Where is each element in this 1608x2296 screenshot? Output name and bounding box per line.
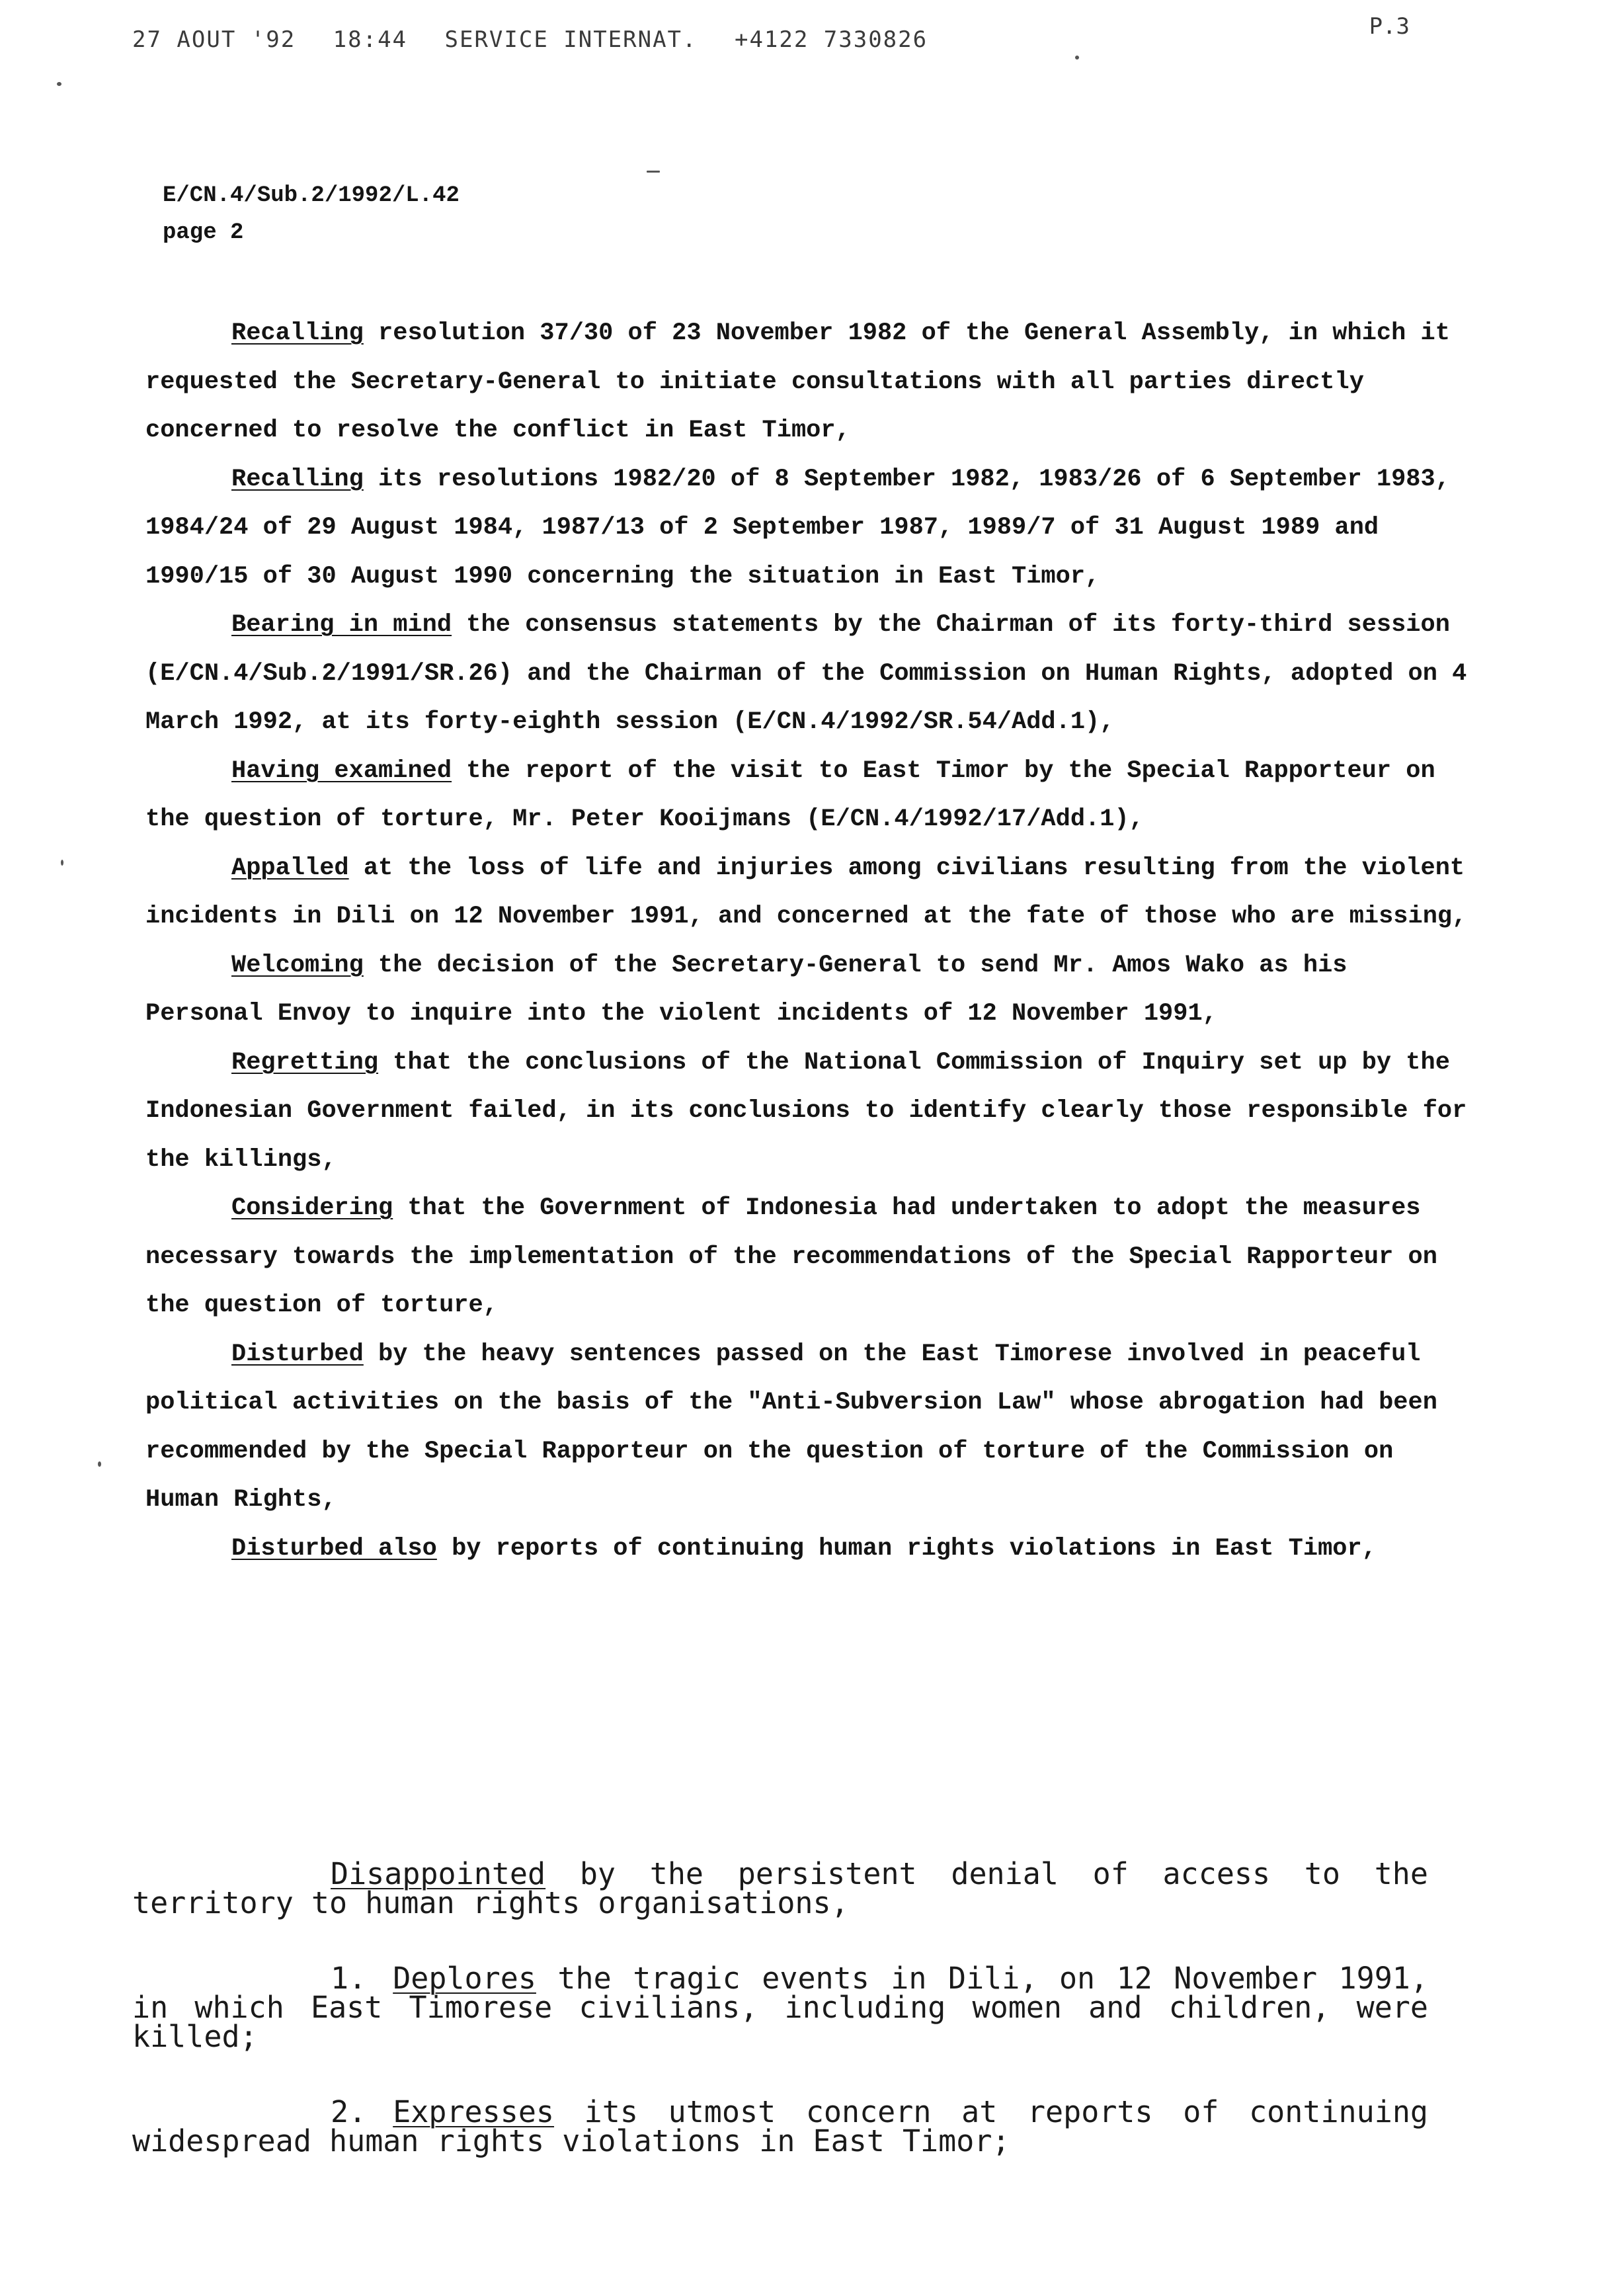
paragraph-number: 2.	[331, 2094, 367, 2129]
operative-paragraph	[132, 1961, 1428, 2054]
scan-speck	[1075, 56, 1079, 60]
preamble-paragraph	[145, 747, 1468, 844]
preamble-lead: Considering	[231, 1194, 393, 1222]
amendment-text: by the persistent denial of access to the territory to human rights organisations,	[132, 1856, 1428, 1920]
preamble-paragraph	[145, 1331, 1468, 1525]
preamble-paragraph	[145, 844, 1468, 942]
preamble-text: by reports of continuing human rights violations in East Timor,	[436, 1534, 1377, 1563]
preamble-lead: Bearing in mind	[231, 611, 452, 639]
preamble-lead: Disturbed	[231, 1340, 364, 1368]
fax-page-number: P.3	[1369, 13, 1410, 40]
scan-speck	[647, 171, 660, 173]
operative-lead: Deplores	[393, 1961, 536, 1996]
preamble-text: its resolutions 1982/20 of 8 September 1982, 1983/26 of 6 September 1983, 1984/24 of 29 August 1984, 1987/13 of 2 September 1987, 1989/7 of 31 August 1989 and 1990/15 of 30 August 1990 concerning the situation in East Timor,	[145, 465, 1450, 591]
preamble-section	[145, 309, 1468, 1573]
preamble-text: at the loss of life and injuries among civilians resulting from the violent incidents in Dili on 12 November 1991, and concerned at the fate of those who are missing,	[145, 854, 1467, 930]
fax-transmission-header	[132, 26, 950, 53]
preamble-lead: Recalling	[231, 319, 364, 347]
preamble-text: the report of the visit to East Timor by the Special Rapporteur on the question of torture, Mr. Peter Kooijmans (E/CN.4/1992/17/Add.1),	[145, 757, 1435, 833]
preamble-lead: Regretting	[231, 1048, 379, 1077]
preamble-paragraph	[145, 456, 1468, 602]
preamble-paragraph	[145, 942, 1468, 1039]
preamble-text: by the heavy sentences passed on the East Timorese involved in peaceful political activities on the basis of the "Anti-Subversion Law" whose abrogation had been recommended by the Special Rapporteur on the question of torture of the Commission on Human Rights,	[145, 1340, 1437, 1514]
fax-date: 27 AOUT '92	[132, 26, 296, 53]
amendment-lead: Disappointed	[331, 1856, 546, 1891]
preamble-text: that the conclusions of the National Commission of Inquiry set up by the Indonesian Government failed, in its conclusions to identify clearly those responsible for the killings,	[145, 1048, 1467, 1174]
scan-speck	[57, 82, 61, 86]
scan-speck	[98, 1461, 101, 1467]
document-reference	[163, 177, 460, 251]
preamble-paragraph	[145, 601, 1468, 747]
scan-speck	[61, 860, 63, 866]
preamble-text: that the Government of Indonesia had undertaken to adopt the measures necessary towards the implementation of the recommendations of the Special Rapporteur on the question of torture,	[145, 1194, 1437, 1319]
preamble-paragraph	[145, 1525, 1468, 1574]
operative-text: the tragic events in Dili, on 12 November 1991, in which East Timorese civilians, including women and children, were killed;	[132, 1961, 1428, 2054]
document-page-label: page 2	[163, 220, 244, 245]
operative-paragraph	[132, 2094, 1428, 2158]
preamble-lead: Welcoming	[231, 951, 364, 979]
amendment-paragraph	[132, 1856, 1428, 1920]
preamble-paragraph	[145, 309, 1468, 456]
paragraph-number: 1.	[331, 1961, 367, 1996]
preamble-paragraph	[145, 1184, 1468, 1331]
amendment-section	[132, 1856, 1428, 2202]
preamble-lead: Disturbed also	[231, 1534, 437, 1563]
fax-phone: +4122 7330826	[734, 26, 928, 53]
preamble-lead: Recalling	[231, 465, 364, 493]
preamble-lead: Appalled	[231, 854, 349, 882]
fax-time: 18:44	[333, 26, 408, 53]
document-symbol: E/CN.4/Sub.2/1992/L.42	[163, 183, 460, 208]
fax-sender: SERVICE INTERNAT.	[444, 26, 698, 53]
operative-text: its utmost concern at reports of continuing widespread human rights violations in East Timor;	[132, 2094, 1428, 2158]
preamble-text: the decision of the Secretary-General to send Mr. Amos Wako as his Personal Envoy to inquire into the violent incidents of 12 November 1991,	[145, 951, 1347, 1028]
operative-lead: Expresses	[393, 2094, 555, 2129]
preamble-lead: Having examined	[231, 757, 452, 785]
preamble-paragraph	[145, 1039, 1468, 1185]
preamble-text: the consensus statements by the Chairman of its forty-third session (E/CN.4/Sub.2/1991/SR.26) and the Chairman of the Commission on Human Rights, adopted on 4 March 1992, at its forty-eighth session (E/CN.4/1992/SR.54/Add.1),	[145, 611, 1467, 736]
preamble-text: resolution 37/30 of 23 November 1982 of the General Assembly, in which it requested the Secretary-General to initiate consultations with all parties directly concerned to resolve the conflict in East Timor,	[145, 319, 1450, 444]
